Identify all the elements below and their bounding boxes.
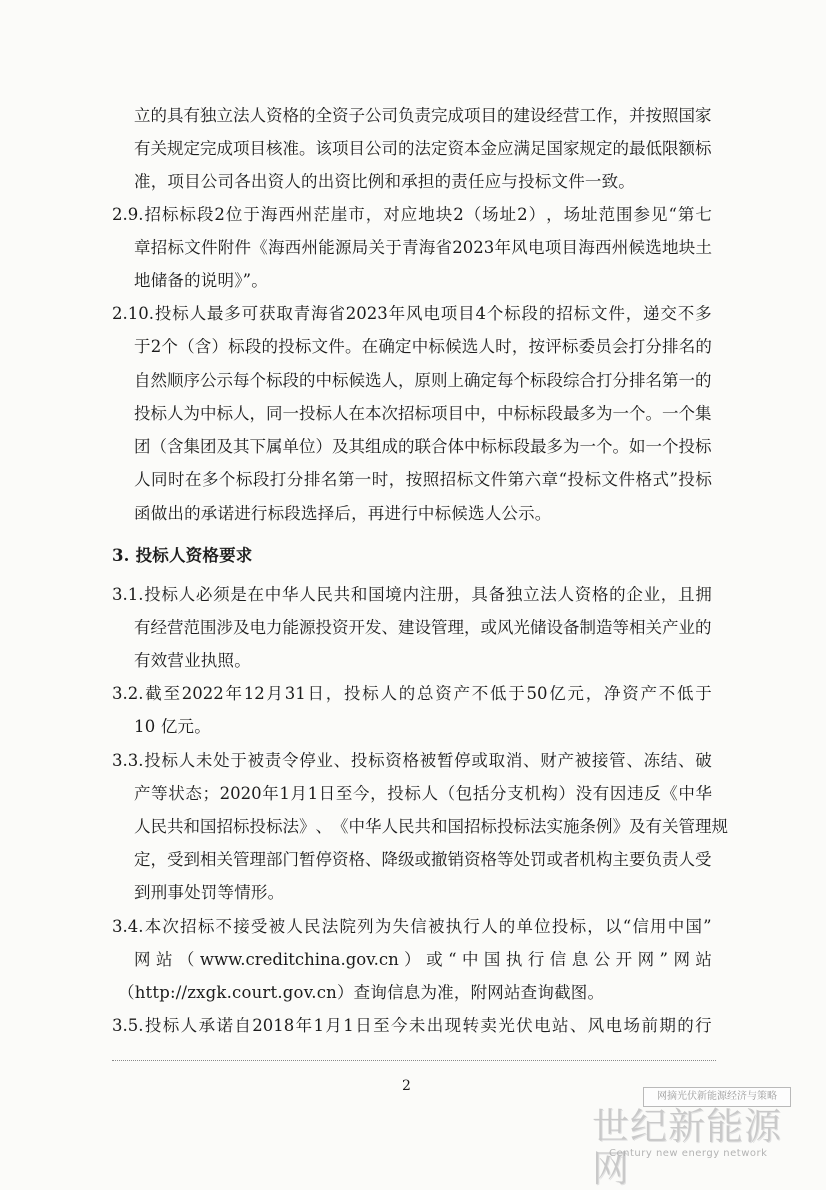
text-line-5: 章 招 标 文 件 附 件 《 海 西 州 能 源 局 关 于 青 海 省 2023 年 风 电 项 目 海 西 州 候 选 地 块 土: [134, 238, 712, 257]
text-line-18: 3.2. 截 至 2022 年 12 月 31 日 ， 投 标 人 的 总 资 产 不 低 于 50 亿 元 ， 净 资 产 不 低 于: [112, 684, 712, 703]
text-line-27: （http://zxgk.court.gov.cn）查询信息为准，附网站查询截图。: [118, 983, 605, 1002]
section-heading: 3. 投标人资格要求: [112, 546, 253, 565]
text-line-11: 团 （ 含 集 团 及 其 下 属 单 位 ） 及 其 组 成 的 联 合 体 中 标 标 段 最 多 为 一 个 。 如 一 个 投 标: [134, 437, 712, 456]
text-line-1: 立 的 具 有 独 立 法 人 资 格 的 全 资 子 公 司 负 责 完 成 项 目 的 建 设 经 营 工 作 ， 并 按 照 国 家: [134, 106, 712, 125]
text-line-19: 10 亿元。: [134, 717, 211, 736]
text-line-13: 函做出的承诺进行标段选择后，再进行中标候选人公示。: [134, 504, 552, 523]
watermark-box: 网摘光伏新能源经济与策略: [643, 1087, 791, 1107]
text-line-6: 地储备的说明》”。: [134, 271, 268, 290]
text-line-7: 2.10. 投 标 人 最 多 可 获 取 青 海 省 2023 年 风 电 项 目 4 个 标 段 的 招 标 文 件 ， 递 交 不 多: [112, 304, 712, 323]
text-line-24: 到刑事处罚等情形。: [134, 883, 285, 902]
watermark-logo: 世纪新能源网: [592, 1105, 782, 1190]
text-line-4: 2.9. 招 标 标 段 2 位 于 海 西 州 茫 崖 市 ， 对 应 地 块 2 （ 场 址 2 ） ， 场 址 范 围 参 见 “ 第 七: [112, 205, 712, 224]
text-line-2: 有 关 规 定 完 成 项 目 核 准 。 该 项 目 公 司 的 法 定 资 本 金 应 满 足 国 家 规 定 的 最 低 限 额 标: [134, 139, 712, 158]
text-line-21: 产 等 状 态 ； 2020 年 1 月 1 日 至 今 ， 投 标 人 （ 包 括 分 支 机 构 ） 没 有 因 违 反 《 中 华: [134, 784, 712, 803]
text-line-25: 3.4. 本 次 招 标 不 接 受 被 人 民 法 院 列 为 失 信 被 执 行 人 的 单 位 投 标 ， 以 “ 信 用 中 国 ”: [112, 917, 712, 936]
text-line-3: 准，项目公司各出资人的出资比例和承担的责任应与投标文件一致。: [134, 172, 635, 191]
text-line-26: 网 站 （ www.creditchina.gov.cn ） 或 “ 中 国 执 行 信 息 公 开 网 ” 网 站: [134, 950, 712, 969]
text-line-8: 于 2 个 （ 含 ） 标 段 的 投 标 文 件 。 在 确 定 中 标 候 选 人 时 ， 按 评 标 委 员 会 打 分 排 名 的: [134, 337, 712, 356]
text-line-15: 3.1. 投 标 人 必 须 是 在 中 华 人 民 共 和 国 境 内 注 册 ， 具 备 独 立 法 人 资 格 的 企 业 ， 且 拥: [112, 585, 712, 604]
text-line-23: 定 ， 受 到 相 关 管 理 部 门 暂 停 资 格 、 降 级 或 撤 销 资 格 等 处 罚 或 者 机 构 主 要 负 责 人 受: [134, 850, 712, 869]
text-line-9: 自 然 顺 序 公 示 每 个 标 段 的 中 标 候 选 人 ， 原 则 上 确 定 每 个 标 段 综 合 打 分 排 名 第 一 的: [134, 371, 712, 390]
text-line-28: 3.5. 投 标 人 承 诺 自 2018 年 1 月 1 日 至 今 未 出 现 转 卖 光 伏 电 站 、 风 电 场 前 期 的 行: [112, 1016, 712, 1035]
page-number: 2: [402, 1078, 411, 1094]
text-line-17: 有效营业执照。: [134, 651, 251, 670]
text-line-10: 投 标 人 为 中 标 人 ， 同 一 投 标 人 在 本 次 招 标 项 目 中 ， 中 标 标 段 最 多 为 一 个 。 一 个 集: [134, 404, 712, 423]
text-line-12: 人 同 时 在 多 个 标 段 打 分 排 名 第 一 时 ， 按 照 招 标 文 件 第 六 章 “ 投 标 文 件 格 式 ” 投 标: [134, 470, 712, 489]
text-line-16: 有 经 营 范 围 涉 及 电 力 能 源 投 资 开 发 、 建 设 管 理 ， 或 风 光 储 设 备 制 造 等 相 关 产 业 的: [134, 618, 712, 637]
footer-divider: [112, 1060, 716, 1061]
watermark-subtitle: Century new energy network: [609, 1148, 768, 1159]
text-line-22: 人 民 共 和 国 招 标 投 标 法 》 、 《 中 华 人 民 共 和 国 招 标 投 标 法 实 施 条 例 》 及 有 关 管 理 规: [134, 817, 728, 836]
text-line-20: 3.3. 投 标 人 未 处 于 被 责 令 停 业 、 投 标 资 格 被 暂 停 或 取 消 、 财 产 被 接 管 、 冻 结 、 破: [112, 751, 712, 770]
